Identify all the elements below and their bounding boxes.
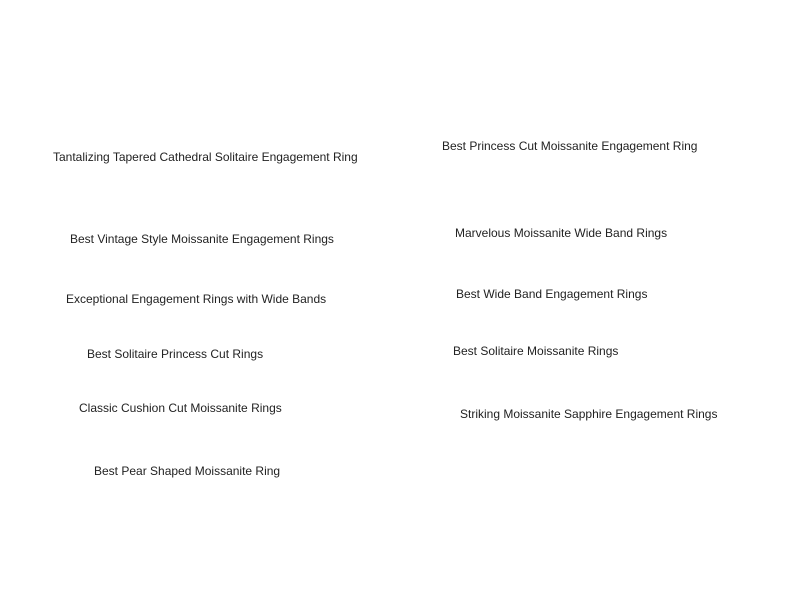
link-solitaire-moissanite-rings[interactable]: Best Solitaire Moissanite Rings: [453, 344, 619, 358]
link-vintage-style-moissanite-rings[interactable]: Best Vintage Style Moissanite Engagement Rings: [70, 232, 334, 246]
link-moissanite-wide-band-rings[interactable]: Marvelous Moissanite Wide Band Rings: [455, 226, 668, 240]
link-cushion-cut-moissanite-rings[interactable]: Classic Cushion Cut Moissanite Rings: [79, 401, 282, 415]
link-wide-band-engagement-rings[interactable]: Best Wide Band Engagement Rings: [456, 287, 648, 301]
link-moissanite-sapphire-rings[interactable]: Striking Moissanite Sapphire Engagement Rings: [460, 407, 718, 421]
link-pear-shaped-moissanite-ring[interactable]: Best Pear Shaped Moissanite Ring: [94, 464, 281, 478]
link-solitaire-princess-cut-rings[interactable]: Best Solitaire Princess Cut Rings: [87, 347, 264, 361]
link-wide-band-engagement-rings-exceptional[interactable]: Exceptional Engagement Rings with Wide Bands: [66, 292, 327, 306]
link-tapered-cathedral-solitaire-ring[interactable]: Tantalizing Tapered Cathedral Solitaire Engagement Ring: [53, 150, 358, 164]
link-princess-cut-moissanite-ring[interactable]: Best Princess Cut Moissanite Engagement Ring: [442, 139, 698, 153]
